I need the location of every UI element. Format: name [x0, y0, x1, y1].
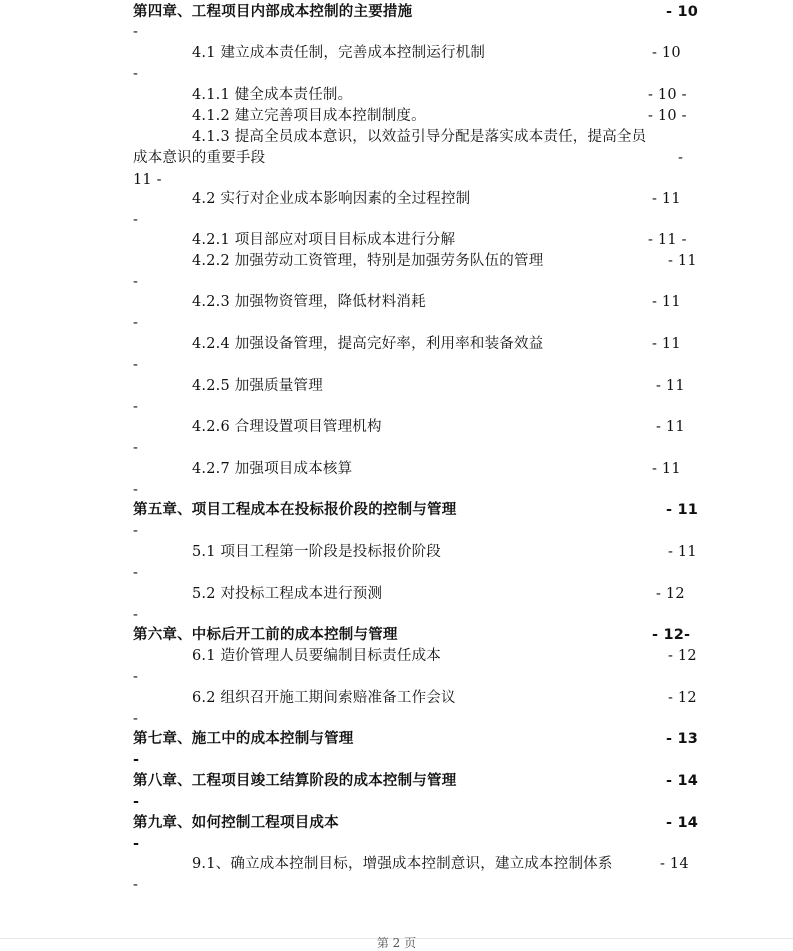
- toc-chapter-5[interactable]: 第五章、项目工程成本在投标报价段的控制与管理: [133, 502, 457, 518]
- toc-page-number: - 12-: [652, 627, 691, 643]
- toc-page-number: - 10 -: [648, 87, 687, 103]
- toc-dash: -: [133, 794, 140, 810]
- toc-dash: -: [133, 607, 138, 623]
- toc-dash: -: [133, 24, 138, 40]
- toc-dash: -: [133, 523, 138, 539]
- toc-dash: -: [133, 669, 138, 685]
- toc-page-number: - 10 -: [648, 108, 687, 124]
- toc-dash: -: [133, 274, 138, 290]
- toc-page-number: - 14: [666, 773, 699, 789]
- toc-section-4-2-5[interactable]: 4.2.5 加强质量管理: [192, 378, 323, 394]
- toc-section-4-2-2[interactable]: 4.2.2 加强劳动工资管理，特别是加强劳务队伍的管理: [192, 253, 544, 269]
- toc-page-number: - 11: [666, 502, 699, 518]
- toc-chapter-9[interactable]: 第九章、如何控制工程项目成本: [133, 815, 339, 831]
- toc-section-4-2-1[interactable]: 4.2.1 项目部应对项目目标成本进行分解: [192, 232, 456, 248]
- toc-dash: -: [133, 711, 138, 727]
- toc-page-number: - 12: [668, 690, 697, 706]
- toc-section-4-1-3[interactable]: 4.1.3 提高全员成本意识，以效益引导分配是落实成本责任，提高全员: [192, 129, 647, 145]
- toc-section-9-1[interactable]: 9.1、确立成本控制目标，增强成本控制意识，建立成本控制体系: [192, 856, 613, 872]
- toc-dash: -: [133, 212, 138, 228]
- toc-section-4-1-1[interactable]: 4.1.1 健全成本责任制。: [192, 87, 353, 103]
- toc-section-5-1[interactable]: 5.1 项目工程第一阶段是投标报价阶段: [192, 544, 441, 560]
- toc-dash: -: [133, 877, 138, 893]
- toc-dash: -: [133, 752, 140, 768]
- toc-dash: -: [133, 440, 138, 456]
- toc-dash: -: [678, 150, 684, 166]
- toc-page-number: - 12: [656, 586, 685, 602]
- toc-chapter-7[interactable]: 第七章、施工中的成本控制与管理: [133, 731, 354, 747]
- toc-section-4-2[interactable]: 4.2 实行对企业成本影响因素的全过程控制: [192, 191, 471, 207]
- toc-page-number: - 11: [652, 461, 681, 477]
- toc-dash: -: [133, 836, 140, 852]
- toc-section-4-1-3-cont[interactable]: 成本意识的重要手段: [133, 150, 266, 166]
- toc-section-4-1[interactable]: 4.1 建立成本责任制，完善成本控制运行机制: [192, 45, 486, 61]
- toc-page-number: - 11: [652, 336, 681, 352]
- toc-dash: -: [133, 482, 138, 498]
- toc-section-5-2[interactable]: 5.2 对投标工程成本进行预测: [192, 586, 383, 602]
- toc-page-number: - 10: [652, 45, 681, 61]
- toc-section-4-2-6[interactable]: 4.2.6 合理设置项目管理机构: [192, 419, 382, 435]
- toc-section-4-1-2[interactable]: 4.1.2 建立完善项目成本控制制度。: [192, 108, 426, 124]
- toc-page-number: - 12: [668, 648, 697, 664]
- toc-chapter-8[interactable]: 第八章、工程项目竣工结算阶段的成本控制与管理: [133, 773, 457, 789]
- toc-page-number: - 11: [668, 544, 697, 560]
- toc-dash: -: [133, 66, 138, 82]
- toc-dash: -: [133, 315, 138, 331]
- toc-section-4-2-7[interactable]: 4.2.7 加强项目成本核算: [192, 461, 353, 477]
- toc-page-number: - 11: [656, 419, 685, 435]
- toc-page-number: - 11: [668, 253, 697, 269]
- toc-page-number: - 11: [656, 378, 685, 394]
- toc-dash: -: [133, 565, 138, 581]
- toc-dash: -: [133, 399, 138, 415]
- toc-page-number: - 13: [666, 731, 699, 747]
- toc-section-4-2-4[interactable]: 4.2.4 加强设备管理，提高完好率，利用率和装备效益: [192, 336, 544, 352]
- toc-dash: -: [133, 357, 138, 373]
- toc-chapter-6[interactable]: 第六章、中标后开工前的成本控制与管理: [133, 627, 398, 643]
- toc-page-number: - 10: [666, 4, 699, 20]
- toc-section-6-2[interactable]: 6.2 组织召开施工期间索赔准备工作会议: [192, 690, 456, 706]
- toc-page-number: - 11 -: [648, 232, 687, 248]
- toc-page-number: - 14: [666, 815, 699, 831]
- toc-page-number: - 11: [652, 191, 681, 207]
- toc-section-6-1[interactable]: 6.1 造价管理人员要编制目标责任成本: [192, 648, 441, 664]
- toc-page-number: - 14: [660, 856, 689, 872]
- toc-chapter-4[interactable]: 第四章、工程项目内部成本控制的主要措施: [133, 4, 413, 20]
- toc-section-4-2-3[interactable]: 4.2.3 加强物资管理，降低材料消耗: [192, 294, 426, 310]
- toc-page-number: 11 -: [133, 172, 162, 188]
- page-number-footer: 第 2 页: [376, 936, 417, 950]
- toc-page-number: - 11: [652, 294, 681, 310]
